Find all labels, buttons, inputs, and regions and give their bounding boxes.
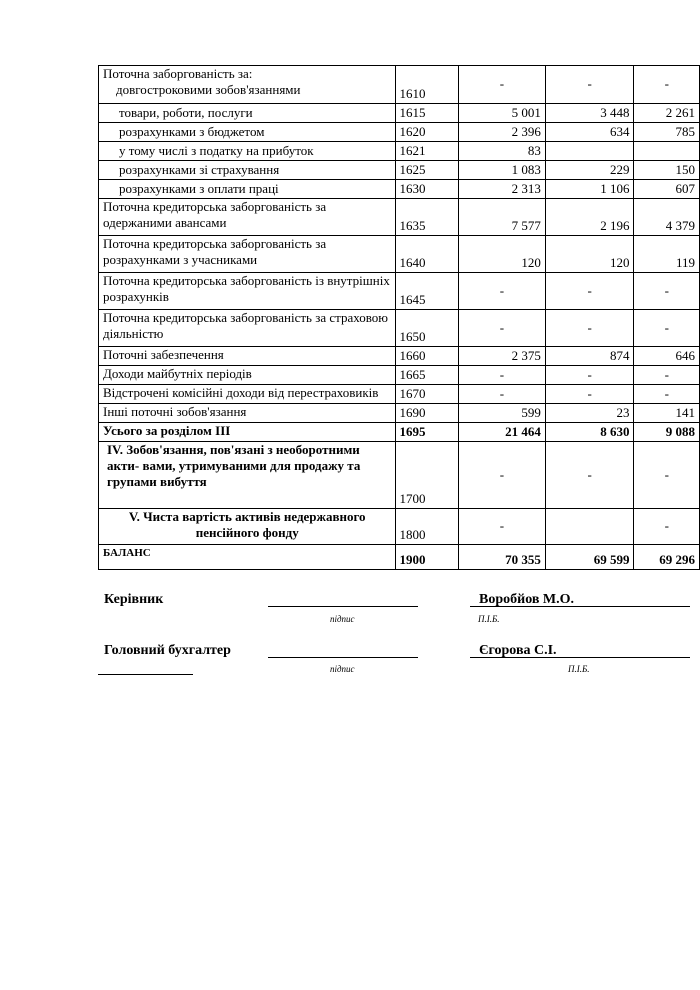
table-row xyxy=(99,347,700,366)
row-code: 1695 xyxy=(396,423,459,442)
row-value-c2 xyxy=(545,142,634,161)
row-value-c1: 7 577 xyxy=(458,199,545,236)
row-value-c3: 607 xyxy=(634,180,700,199)
row-value-c3: 119 xyxy=(634,236,700,273)
row-value-c3: - xyxy=(634,366,700,385)
row-label: Поточна кредиторська заборгованість за одержаними авансами xyxy=(99,199,396,236)
row-value-c3: 69 296 xyxy=(634,545,700,570)
row-code: 1625 xyxy=(396,161,459,180)
row-value-c1: 70 355 xyxy=(458,545,545,570)
table-row xyxy=(99,199,700,236)
row-label: Поточна кредиторська заборгованість із внутрішніх розрахунків xyxy=(99,273,396,310)
row-value-c3: - xyxy=(634,310,700,347)
row-code: 1635 xyxy=(396,199,459,236)
row-value-c1: 83 xyxy=(458,142,545,161)
head-signature-line[interactable] xyxy=(268,606,418,607)
row-value-c1: 21 464 xyxy=(458,423,545,442)
accountant-name: Єгорова С.І. xyxy=(479,643,557,658)
row-value-c1: 2 396 xyxy=(458,123,545,142)
head-name: Воробйов М.О. xyxy=(479,592,575,607)
row-value-c3: 2 261 xyxy=(634,104,700,123)
row-value-c3: - xyxy=(634,442,700,509)
row-label: Усього за розділом ІІІ xyxy=(99,423,396,442)
accountant-title: Головний бухгалтер xyxy=(104,643,231,658)
head-title: Керівник xyxy=(104,592,164,607)
row-label: розрахунками зі страхування xyxy=(99,161,396,180)
row-value-c1: 1 083 xyxy=(458,161,545,180)
row-label: Поточні забезпечення xyxy=(99,347,396,366)
table-row xyxy=(99,273,700,310)
table-row xyxy=(99,104,700,123)
table-row xyxy=(99,366,700,385)
row-value-c3 xyxy=(634,142,700,161)
row-label: Поточна кредиторська заборгованість за розрахунками з учасниками xyxy=(99,236,396,273)
row-label: Доходи майбутніх періодів xyxy=(99,366,396,385)
table-row xyxy=(99,161,700,180)
accountant-signature-hint: підпис xyxy=(330,664,355,674)
row-code: 1620 xyxy=(396,123,459,142)
row-value-c1: - xyxy=(458,509,545,545)
row-value-c2: 3 448 xyxy=(545,104,634,123)
row-value-c2: 874 xyxy=(545,347,634,366)
table-row xyxy=(99,509,700,545)
row-value-c3: 9 088 xyxy=(634,423,700,442)
row-value-c1: - xyxy=(458,273,545,310)
row-code: 1630 xyxy=(396,180,459,199)
row-value-c2: - xyxy=(545,442,634,509)
row-value-c1: - xyxy=(458,385,545,404)
table-row xyxy=(99,123,700,142)
row-code: 1700 xyxy=(396,442,459,509)
row-value-c2: - xyxy=(545,310,634,347)
row-label: Відстрочені комісійні доходи від перестраховиків xyxy=(99,385,396,404)
row-value-c3: 785 xyxy=(634,123,700,142)
row-value-c2: 23 xyxy=(545,404,634,423)
row-label: розрахунками з бюджетом xyxy=(99,123,396,142)
row-value-c2: 634 xyxy=(545,123,634,142)
head-signature-hint: підпис xyxy=(330,614,355,624)
table-row xyxy=(99,180,700,199)
row-label: БАЛАНС xyxy=(99,545,396,570)
accountant-name-hint: П.І.Б. xyxy=(568,664,590,674)
row-value-c2: 1 106 xyxy=(545,180,634,199)
row-value-c3: - xyxy=(634,273,700,310)
row-label: V. Чиста вартість активів недержавного пенсійного фонду xyxy=(99,509,396,545)
row-value-c2: - xyxy=(545,385,634,404)
row-label: товари, роботи, послуги xyxy=(99,104,396,123)
table-row xyxy=(99,66,700,104)
head-name-hint: П.І.Б. xyxy=(478,614,500,624)
row-code: 1621 xyxy=(396,142,459,161)
row-code: 1900 xyxy=(396,545,459,570)
row-value-c1: 599 xyxy=(458,404,545,423)
footer-short-line xyxy=(98,674,193,675)
table-row xyxy=(99,236,700,273)
row-code: 1800 xyxy=(396,509,459,545)
row-value-c3: 4 379 xyxy=(634,199,700,236)
row-value-c2: - xyxy=(545,366,634,385)
row-code: 1690 xyxy=(396,404,459,423)
table-row xyxy=(99,142,700,161)
row-value-c2 xyxy=(545,509,634,545)
row-label: Поточна кредиторська заборгованість за страховою діяльністю xyxy=(99,310,396,347)
row-value-c3: - xyxy=(634,385,700,404)
row-value-c2: 229 xyxy=(545,161,634,180)
accountant-signature-line[interactable] xyxy=(268,657,418,658)
row-value-c3: 646 xyxy=(634,347,700,366)
row-label: ІV. Зобов'язання, пов'язані з необоротними акти- вами, утримуваними для продажу та групами вибуття xyxy=(99,442,396,509)
table-row xyxy=(99,310,700,347)
row-value-c1: 2 375 xyxy=(458,347,545,366)
row-value-c1: 2 313 xyxy=(458,180,545,199)
table-row xyxy=(99,423,700,442)
row-value-c1: - xyxy=(458,66,545,104)
row-value-c3: - xyxy=(634,509,700,545)
table-row xyxy=(99,442,700,509)
row-label: розрахунками з оплати праці xyxy=(99,180,396,199)
row-code: 1645 xyxy=(396,273,459,310)
row-code: 1610 xyxy=(396,66,459,104)
row-value-c1: - xyxy=(458,442,545,509)
table-row xyxy=(99,404,700,423)
accountant-name-line xyxy=(470,657,690,658)
row-code: 1650 xyxy=(396,310,459,347)
row-code: 1615 xyxy=(396,104,459,123)
row-value-c2: 8 630 xyxy=(545,423,634,442)
table-row xyxy=(99,385,700,404)
row-value-c1: - xyxy=(458,366,545,385)
row-code: 1640 xyxy=(396,236,459,273)
table-row xyxy=(99,545,700,570)
row-label: Інші поточні зобов'язання xyxy=(99,404,396,423)
row-code: 1670 xyxy=(396,385,459,404)
row-value-c3: 141 xyxy=(634,404,700,423)
balance-sheet-table xyxy=(98,65,700,570)
row-value-c1: - xyxy=(458,310,545,347)
row-value-c2: 120 xyxy=(545,236,634,273)
row-code: 1665 xyxy=(396,366,459,385)
row-value-c2: - xyxy=(545,273,634,310)
row-value-c3: - xyxy=(634,66,700,104)
row-value-c1: 5 001 xyxy=(458,104,545,123)
row-value-c3: 150 xyxy=(634,161,700,180)
head-name-line xyxy=(470,606,690,607)
row-value-c2: 69 599 xyxy=(545,545,634,570)
row-label: Поточна заборгованість за: довгостроковими зобов'язаннями xyxy=(99,66,396,104)
row-value-c1: 120 xyxy=(458,236,545,273)
row-label: у тому числі з податку на прибуток xyxy=(99,142,396,161)
row-code: 1660 xyxy=(396,347,459,366)
row-value-c2: 2 196 xyxy=(545,199,634,236)
row-value-c2: - xyxy=(545,66,634,104)
